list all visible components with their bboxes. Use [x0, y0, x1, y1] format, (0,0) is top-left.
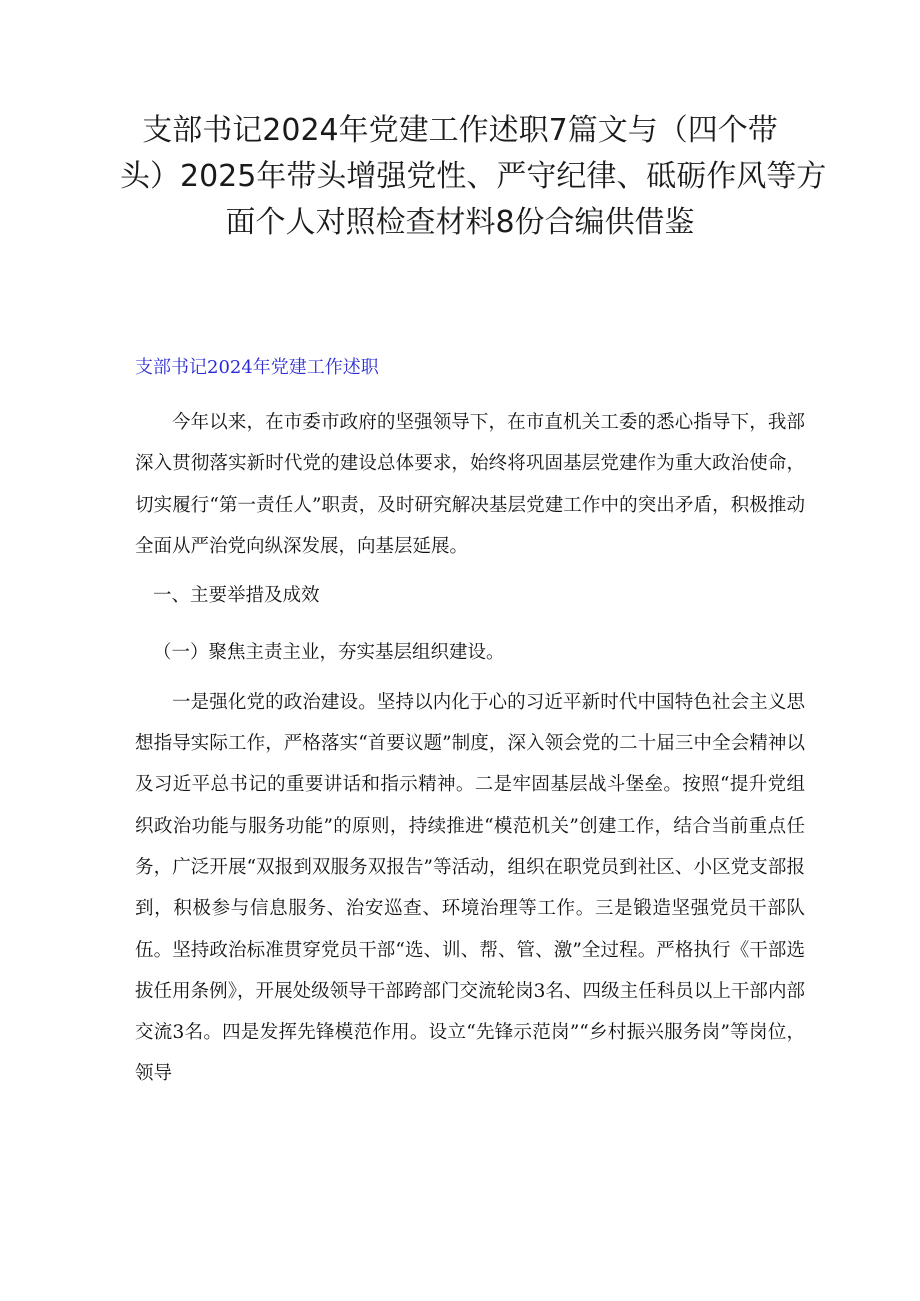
- document-body: [135, 402, 805, 1095]
- title-line-3: 面个人对照检查材料8份合编供借鉴: [225, 205, 695, 240]
- title-line-1: 支部书记2024年党建工作述职7篇文与（四个带: [142, 113, 778, 148]
- title-line-2: 头）2025年带头增强党性、严守纪律、砥砺作风等方: [120, 159, 827, 194]
- intro-paragraph: 今年以来，在市委市政府的坚强领导下，在市直机关工委的悉心指导下，我部深入贯彻落实新时代党的建设总体要求，始终将巩固基层党建作为重大政治使命，切实履行“第一责任人”职责，及时研究解决基层党建工作中的突出矛盾，积极推动全面从严治党向纵深发展，向基层延展。: [135, 412, 805, 557]
- document-title: [120, 108, 827, 246]
- section-heading-link[interactable]: 支部书记2024年党建工作述职: [135, 357, 379, 378]
- heading-main-measures: 一、主要举措及成效: [153, 585, 320, 607]
- heading-subsection-1: （一）聚焦主责主业，夯实基层组织建设。: [153, 642, 505, 664]
- main-paragraph: 一是强化党的政治建设。坚持以内化于心的习近平新时代中国特色社会主义思想指导实际工作，严格落实“首要议题”制度，深入领会党的二十届三中全会精神以及习近平总书记的重要讲话和指示精神。二是牢固基层战斗堡垒。按照“提升党组织政治功能与服务功能”的原则，持续推进“模范机关”创建工作，结合当前重点任务，广泛开展“双报到双服务双报告”等活动，组织在职党员到社区、小区党支部报到，积极参与信息服务、治安巡查、环境治理等工作。三是锻造坚强党员干部队伍。坚持政治标准贯穿党员干部“选、训、帮、管、激”全过程。严格执行《干部选拔任用条例》，开展处级领导干部跨部门交流轮岗3名、四级主任科员以上干部内部交流3名。四是发挥先锋模范作用。设立“先锋示范岗”“乡村振兴服务岗”等岗位，领导: [135, 691, 805, 1085]
